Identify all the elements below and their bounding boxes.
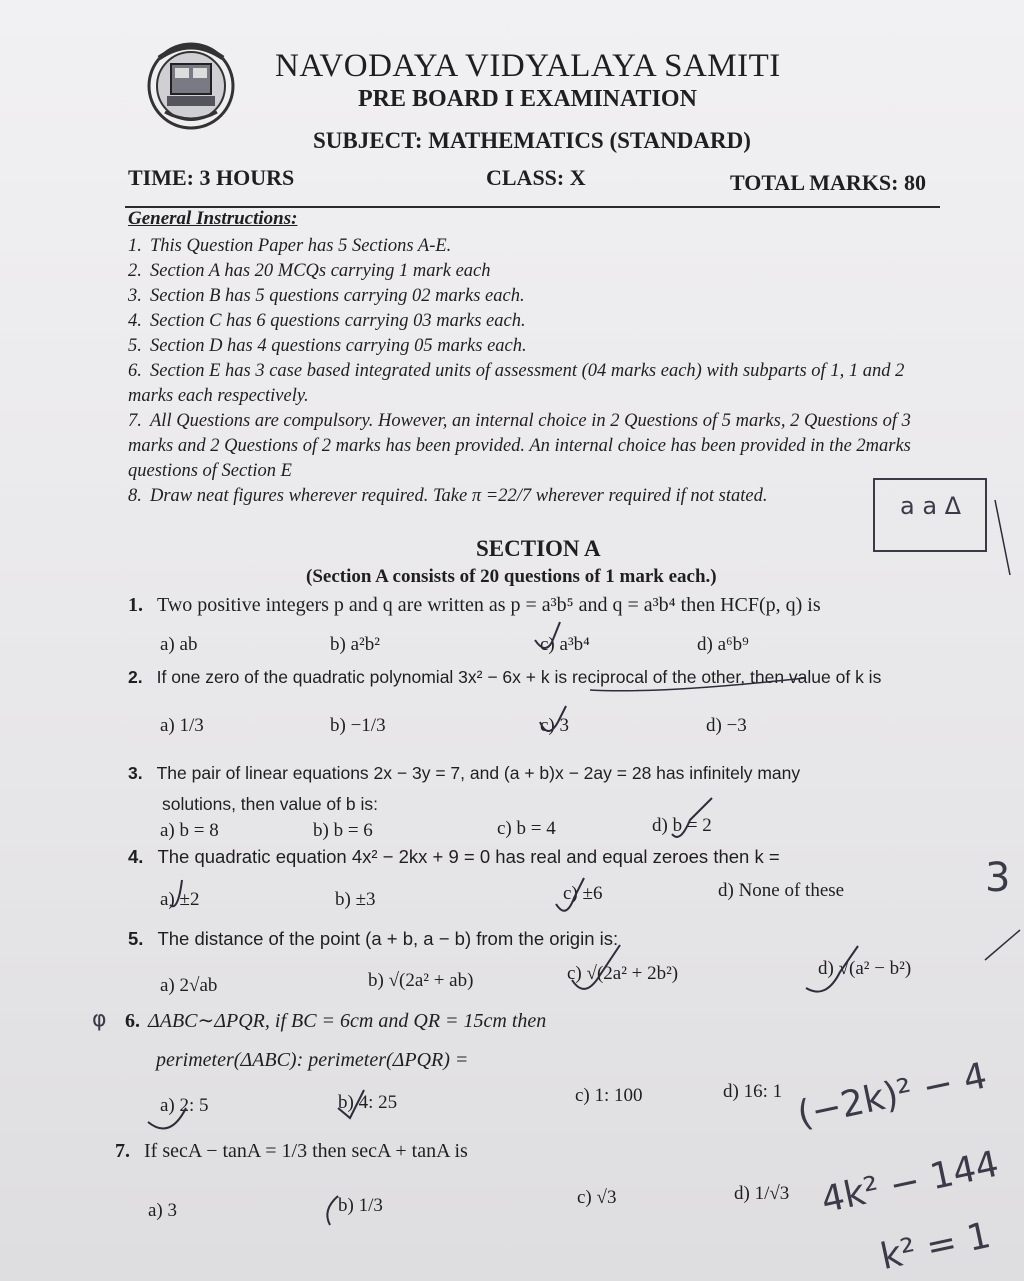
question-7: 7. If secA − tanA = 1/3 then secA + tanA is — [115, 1140, 468, 1162]
q4-option-c: c) ±6 — [563, 883, 603, 904]
handwritten-working-3: k² = 1 — [876, 1214, 995, 1279]
q6-option-c: c) 1: 100 — [575, 1085, 643, 1106]
instruction-item: 4. Section C has 6 questions carrying 03 marks each. — [128, 311, 526, 331]
time-label: TIME: 3 HOURS — [128, 165, 295, 190]
question-5: 5. The distance of the point (a + b, a − b) from the origin is: — [128, 928, 619, 949]
q6-option-b: b) 4: 25 — [338, 1092, 398, 1113]
question-1: 1. Two positive integers p and q are written as p = a³b⁵ and q = a³b⁴ then HCF(p, q) is — [128, 594, 821, 616]
q2-option-a: a) 1/3 — [160, 715, 204, 736]
question-2: 2. If one zero of the quadratic polynomial 3x² − 6x + k is reciprocal of the other, then value of k is — [128, 667, 882, 687]
exam-title: PRE BOARD I EXAMINATION — [358, 86, 697, 112]
organization-name: NAVODAYA VIDYALAYA SAMITI — [275, 48, 781, 84]
instruction-item: 1. This Question Paper has 5 Sections A-E. — [128, 236, 452, 256]
q7-option-a: a) 3 — [148, 1200, 178, 1221]
q7-option-c: c) √3 — [577, 1187, 617, 1208]
q6-option-a: a) 2: 5 — [160, 1095, 209, 1116]
q7-option-d: d) 1/√3 — [734, 1183, 790, 1204]
q2-option-c: c) 3 — [540, 715, 570, 736]
q1-option-b: b) a²b² — [330, 634, 380, 655]
question-6-continued: perimeter(ΔABC): perimeter(ΔPQR) = — [156, 1049, 469, 1071]
handwritten-note: a a Δ — [900, 492, 962, 520]
q3-option-d: d) b = 2 — [652, 815, 712, 836]
q6-option-d: d) 16: 1 — [723, 1081, 783, 1102]
q3-option-a: a) b = 8 — [160, 820, 219, 841]
instruction-item: 2. Section A has 20 MCQs carrying 1 mark each — [128, 261, 491, 281]
q4-option-d: d) None of these — [718, 880, 845, 901]
q1-option-d: d) a⁶b⁹ — [697, 634, 749, 655]
question-3: 3. The pair of linear equations 2x − 3y = 7, and (a + b)x − 2ay = 28 has infinitely many — [128, 763, 801, 783]
q4-option-a: a) ±2 — [160, 889, 200, 910]
q2-option-d: d) −3 — [706, 715, 747, 736]
instruction-item: 8. Draw neat figures wherever required. Take π =22/7 wherever required if not stated. — [128, 486, 768, 506]
instruction-item: 6. Section E has 3 case based integrated units of assessment (04 marks each) with subparts of 1, 1 and 2 marks each respectively. — [128, 361, 905, 406]
total-marks-label: TOTAL MARKS: 80 — [730, 170, 926, 195]
section-subtitle: (Section A consists of 20 questions of 1 mark each.) — [306, 566, 717, 587]
question-6: 6. ΔABC∼ΔPQR, if BC = 6cm and QR = 15cm then — [125, 1010, 547, 1032]
handwritten-working-1: (−2k)² − 4 — [793, 1055, 991, 1136]
section-title: SECTION A — [476, 536, 601, 561]
question-4: 4. The quadratic equation 4x² − 2kx + 9 = 0 has real and equal zeroes then k = — [128, 846, 780, 867]
q2-option-b: b) −1/3 — [330, 715, 386, 736]
q5-option-d: d) √(a² − b²) — [818, 958, 912, 979]
q4-option-b: b) ±3 — [335, 889, 376, 910]
instruction-item: 3. Section B has 5 questions carrying 02 marks each. — [128, 286, 525, 306]
handwritten-working-2: 4k² − 144 — [817, 1143, 1003, 1222]
instruction-item: 5. Section D has 4 questions carrying 05 marks each. — [128, 336, 527, 356]
handwritten-margin-number: 3 — [985, 855, 1011, 901]
q5-option-b: b) √(2a² + ab) — [368, 970, 474, 991]
q1-option-a: a) ab — [160, 634, 198, 655]
q5-option-c: c) √(2a² + 2b²) — [567, 963, 679, 984]
handwritten-tick-mark: φ — [92, 1007, 107, 1032]
q1-option-c: c) a³b⁴ — [540, 634, 590, 655]
instruction-item: 7. All Questions are compulsory. However, an internal choice in 2 Questions of 5 marks, 2 Questions of 3 marks and 2 Questions of 2 marks has been provided. An internal choice has been provided in the 2marks questions of Section E — [128, 411, 911, 481]
q7-option-b: b) 1/3 — [338, 1195, 383, 1216]
instructions-title: General Instructions: — [128, 208, 298, 229]
q3-option-c: c) b = 4 — [497, 818, 556, 839]
subject-title: SUBJECT: MATHEMATICS (STANDARD) — [313, 128, 751, 153]
q3-option-b: b) b = 6 — [313, 820, 373, 841]
q5-option-a: a) 2√ab — [160, 975, 218, 996]
question-3-continued: solutions, then value of b is: — [162, 794, 378, 814]
class-label: CLASS: X — [486, 165, 586, 190]
